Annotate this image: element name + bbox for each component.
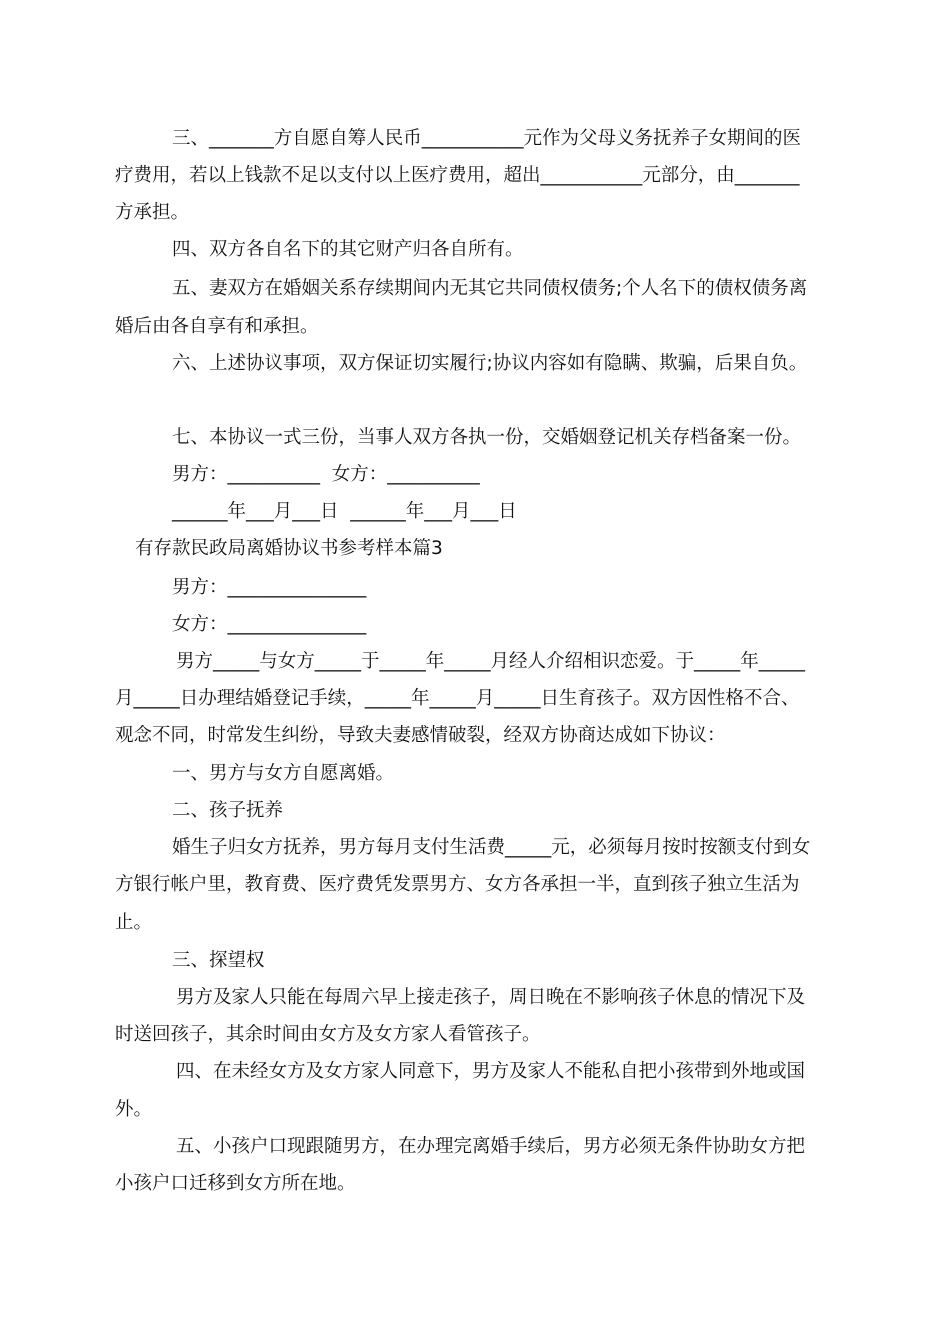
item-4-line-1: 四、在未经女方及女方家人同意下，男方及家人不能私自把小孩带到外地或国 (176, 1061, 806, 1082)
item-2-line-2: 方银行帐户里，教育费、医疗费凭发票男方、女方各承担一半，直到孩子独立生活为 (115, 874, 800, 895)
item-2-line-3: 止。 (115, 912, 153, 933)
item-5-line-2: 小孩户口迁移到女方所在地。 (115, 1173, 356, 1194)
item-5-line-1: 五、小孩户口现跟随男方，在办理完离婚手续后，男方必须无条件协助女方把 (176, 1136, 806, 1157)
clause-3-line-1: 三、_______方自愿自筹人民币___________元作为父母义务抚养子女期间的医 (172, 128, 802, 149)
item-3-line-2: 时送回孩子，其余时间由女方及女方家人看管孩子。 (115, 1024, 541, 1045)
intro-line-1: 男方_____与女方_____于_____年_____月经人介绍相识恋爱。于_____年_____ (176, 651, 806, 672)
clause-3-line-2: 疗费用，若以上钱款不足以支付以上医疗费用，超出___________元部分，由_______ (115, 165, 800, 186)
item-3-line-1: 男方及家人只能在每周六早上接走孩子，周日晚在不影响孩子休息的情况下及 (176, 987, 806, 1008)
male-party-field: 男方：_______________ (172, 577, 367, 598)
signature-line: 男方：__________ 女方：__________ (172, 464, 480, 485)
item-2-heading: 二、孩子抚养 (172, 800, 284, 821)
item-3-heading: 三、探望权 (172, 950, 265, 971)
clause-5-line-1: 五、妻双方在婚姻关系存续期间内无其它共同债权债务;个人名下的债权债务离 (172, 278, 808, 299)
item-2-line-1: 婚生子归女方抚养，男方每月支付生活费_____元，必须每月按时按额支付到女 (172, 837, 811, 858)
female-party-field: 女方：_______________ (172, 614, 367, 635)
item-4-line-2: 外。 (115, 1099, 153, 1120)
clause-6: 六、上述协议事项，双方保证切实履行;协议内容如有隐瞒、欺骗，后果自负。 (172, 353, 808, 374)
clause-5-line-2: 婚后由各自享有和承担。 (115, 316, 319, 337)
section-heading: 有存款民政局离婚协议书参考样本篇3 (135, 538, 443, 559)
clause-4: 四、双方各自名下的其它财产归各自所有。 (172, 239, 524, 260)
date-line: ______年___月___日 ______年___月___日 (172, 501, 517, 522)
clause-3-line-3: 方承担。 (115, 202, 190, 223)
intro-line-3: 观念不同，时常发生纠纷，导致夫妻感情破裂，经双方协商达成如下协议： (115, 725, 726, 746)
intro-line-2: 月_____日办理结婚登记手续，_____年_____月_____日生育孩子。双方因性格不合、 (115, 688, 800, 709)
item-1: 一、男方与女方自愿离婚。 (172, 763, 395, 784)
clause-7: 七、本协议一式三份，当事人双方各执一份，交婚姻登记机关存档备案一份。 (172, 427, 802, 448)
